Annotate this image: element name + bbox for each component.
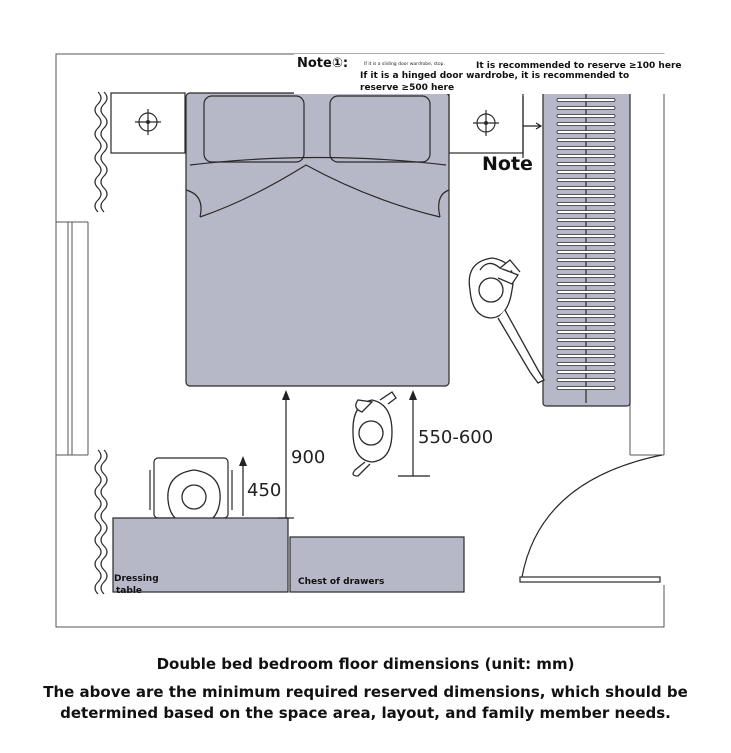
caption-body: The above are the minimum required reserved dimensions, which should be determined based on the space area, layout, and family member needs. — [43, 683, 688, 722]
hanger — [557, 155, 615, 158]
nightstand-right — [449, 93, 523, 153]
hanger — [557, 195, 615, 198]
dressing-table-label-1: Dressing — [114, 574, 159, 584]
dimension-450 — [239, 456, 281, 516]
hanger — [557, 275, 615, 278]
double-bed — [186, 93, 449, 386]
hanger — [557, 267, 615, 270]
hanger — [557, 243, 615, 246]
hanger — [557, 227, 615, 230]
hanger — [557, 355, 615, 358]
door — [520, 455, 662, 582]
hanger — [557, 371, 615, 374]
caption — [0, 655, 731, 724]
hanger — [557, 283, 615, 286]
note-line-2: If it is a hinged door wardrobe, it is recommended to — [360, 71, 630, 81]
curtain-top — [95, 92, 107, 212]
hanger — [557, 331, 615, 334]
note-marker: Note①: — [297, 56, 349, 71]
door-leaf — [520, 577, 660, 582]
door-gap — [655, 455, 669, 585]
caption-title: Double bed bedroom floor dimensions (unit: mm) — [156, 655, 575, 673]
dressing-table-label-2: table — [116, 586, 143, 596]
hanger — [557, 203, 615, 206]
dimension-450-label: 450 — [247, 480, 282, 501]
note-small-text: If it is a sliding door wardrobe, stop. — [364, 62, 445, 67]
hanger — [557, 251, 615, 254]
person-at-wardrobe — [469, 258, 544, 383]
hanger — [557, 163, 615, 166]
hanger — [557, 147, 615, 150]
dressing-table — [113, 518, 288, 596]
hanger — [557, 139, 615, 142]
door-swing-arc — [522, 455, 662, 577]
hanger — [557, 307, 615, 310]
dimension-550-600-label: 550-600 — [418, 427, 494, 448]
curtain-bottom — [95, 450, 107, 594]
hanger — [557, 299, 615, 302]
chest-of-drawers — [290, 537, 464, 592]
hanger — [557, 123, 615, 126]
wardrobe — [543, 63, 630, 406]
hanger — [557, 179, 615, 182]
note-gap-arrow — [523, 123, 541, 129]
note-line-1: It is recommended to reserve ≥100 here — [476, 61, 682, 71]
hanger — [557, 235, 615, 238]
hanger — [557, 339, 615, 342]
hanger — [557, 387, 615, 390]
hanger — [557, 379, 615, 382]
hanger — [557, 115, 615, 118]
hanger — [557, 323, 615, 326]
hanger — [557, 211, 615, 214]
hanger — [557, 315, 615, 318]
dimension-900 — [278, 390, 325, 518]
hanger — [557, 291, 615, 294]
nightstand-left — [111, 93, 185, 153]
hanger — [557, 99, 615, 102]
person-walking — [353, 392, 396, 476]
hanger — [557, 259, 615, 262]
pillow-right — [330, 96, 430, 162]
dimension-900-label: 900 — [291, 447, 326, 468]
hanger — [557, 171, 615, 174]
dimension-550-600 — [398, 390, 493, 476]
note-side-label: Note — [482, 153, 533, 175]
hanger — [557, 363, 615, 366]
hanger — [557, 131, 615, 134]
note-line-3: reserve ≥500 here — [360, 83, 455, 93]
hanger — [557, 347, 615, 350]
hanger — [557, 219, 615, 222]
hanger — [557, 107, 615, 110]
hanger — [557, 187, 615, 190]
pillow-left — [204, 96, 304, 162]
chest-of-drawers-label: Chest of drawers — [298, 577, 385, 587]
